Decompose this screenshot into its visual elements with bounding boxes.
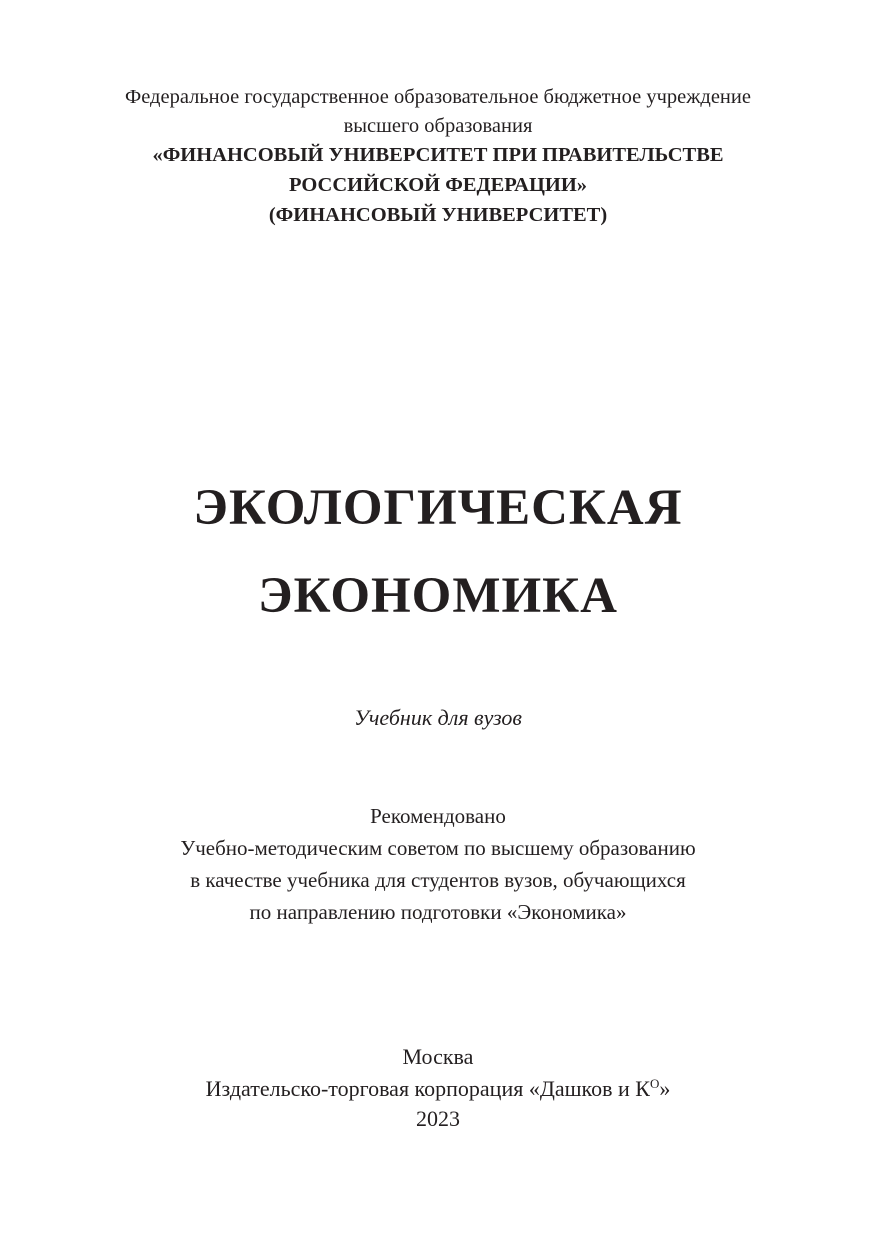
publication-year: 2023 xyxy=(416,1106,460,1131)
book-subtitle: Учебник для вузов xyxy=(354,705,522,730)
university-name-line-1: «ФИНАНСОВЫЙ УНИВЕРСИТЕТ ПРИ ПРАВИТЕЛЬСТВЕ xyxy=(152,144,724,166)
book-title-line-2: ЭКОНОМИКА xyxy=(258,568,618,624)
university-short-name: (ФИНАНСОВЫЙ УНИВЕРСИТЕТ) xyxy=(268,204,608,226)
university-name-line-2: РОССИЙСКОЙ ФЕДЕРАЦИИ» xyxy=(288,174,588,196)
book-title-line-1: ЭКОЛОГИЧЕСКАЯ xyxy=(193,480,683,536)
publisher-name-closing-quote: » xyxy=(659,1076,671,1101)
publisher-name xyxy=(0,1074,876,1107)
recommendation-line-4: по направлению подготовки «Экономика» xyxy=(249,900,627,924)
institution-line-2: высшего образования xyxy=(343,115,533,137)
publisher-name-main: Издательско-торговая корпорация «Дашков и К xyxy=(205,1076,650,1101)
recommendation-line-1: Рекомендовано xyxy=(370,804,506,828)
publisher-city: Москва xyxy=(402,1044,474,1069)
publisher-name-superscript: О xyxy=(649,1076,660,1091)
recommendation-line-2: Учебно-методическим советом по высшему образованию xyxy=(180,836,696,860)
institution-line-1: Федеральное государственное образовательное бюджетное учреждение xyxy=(125,86,751,108)
recommendation-line-3: в качестве учебника для студентов вузов, обучающихся xyxy=(190,868,686,892)
